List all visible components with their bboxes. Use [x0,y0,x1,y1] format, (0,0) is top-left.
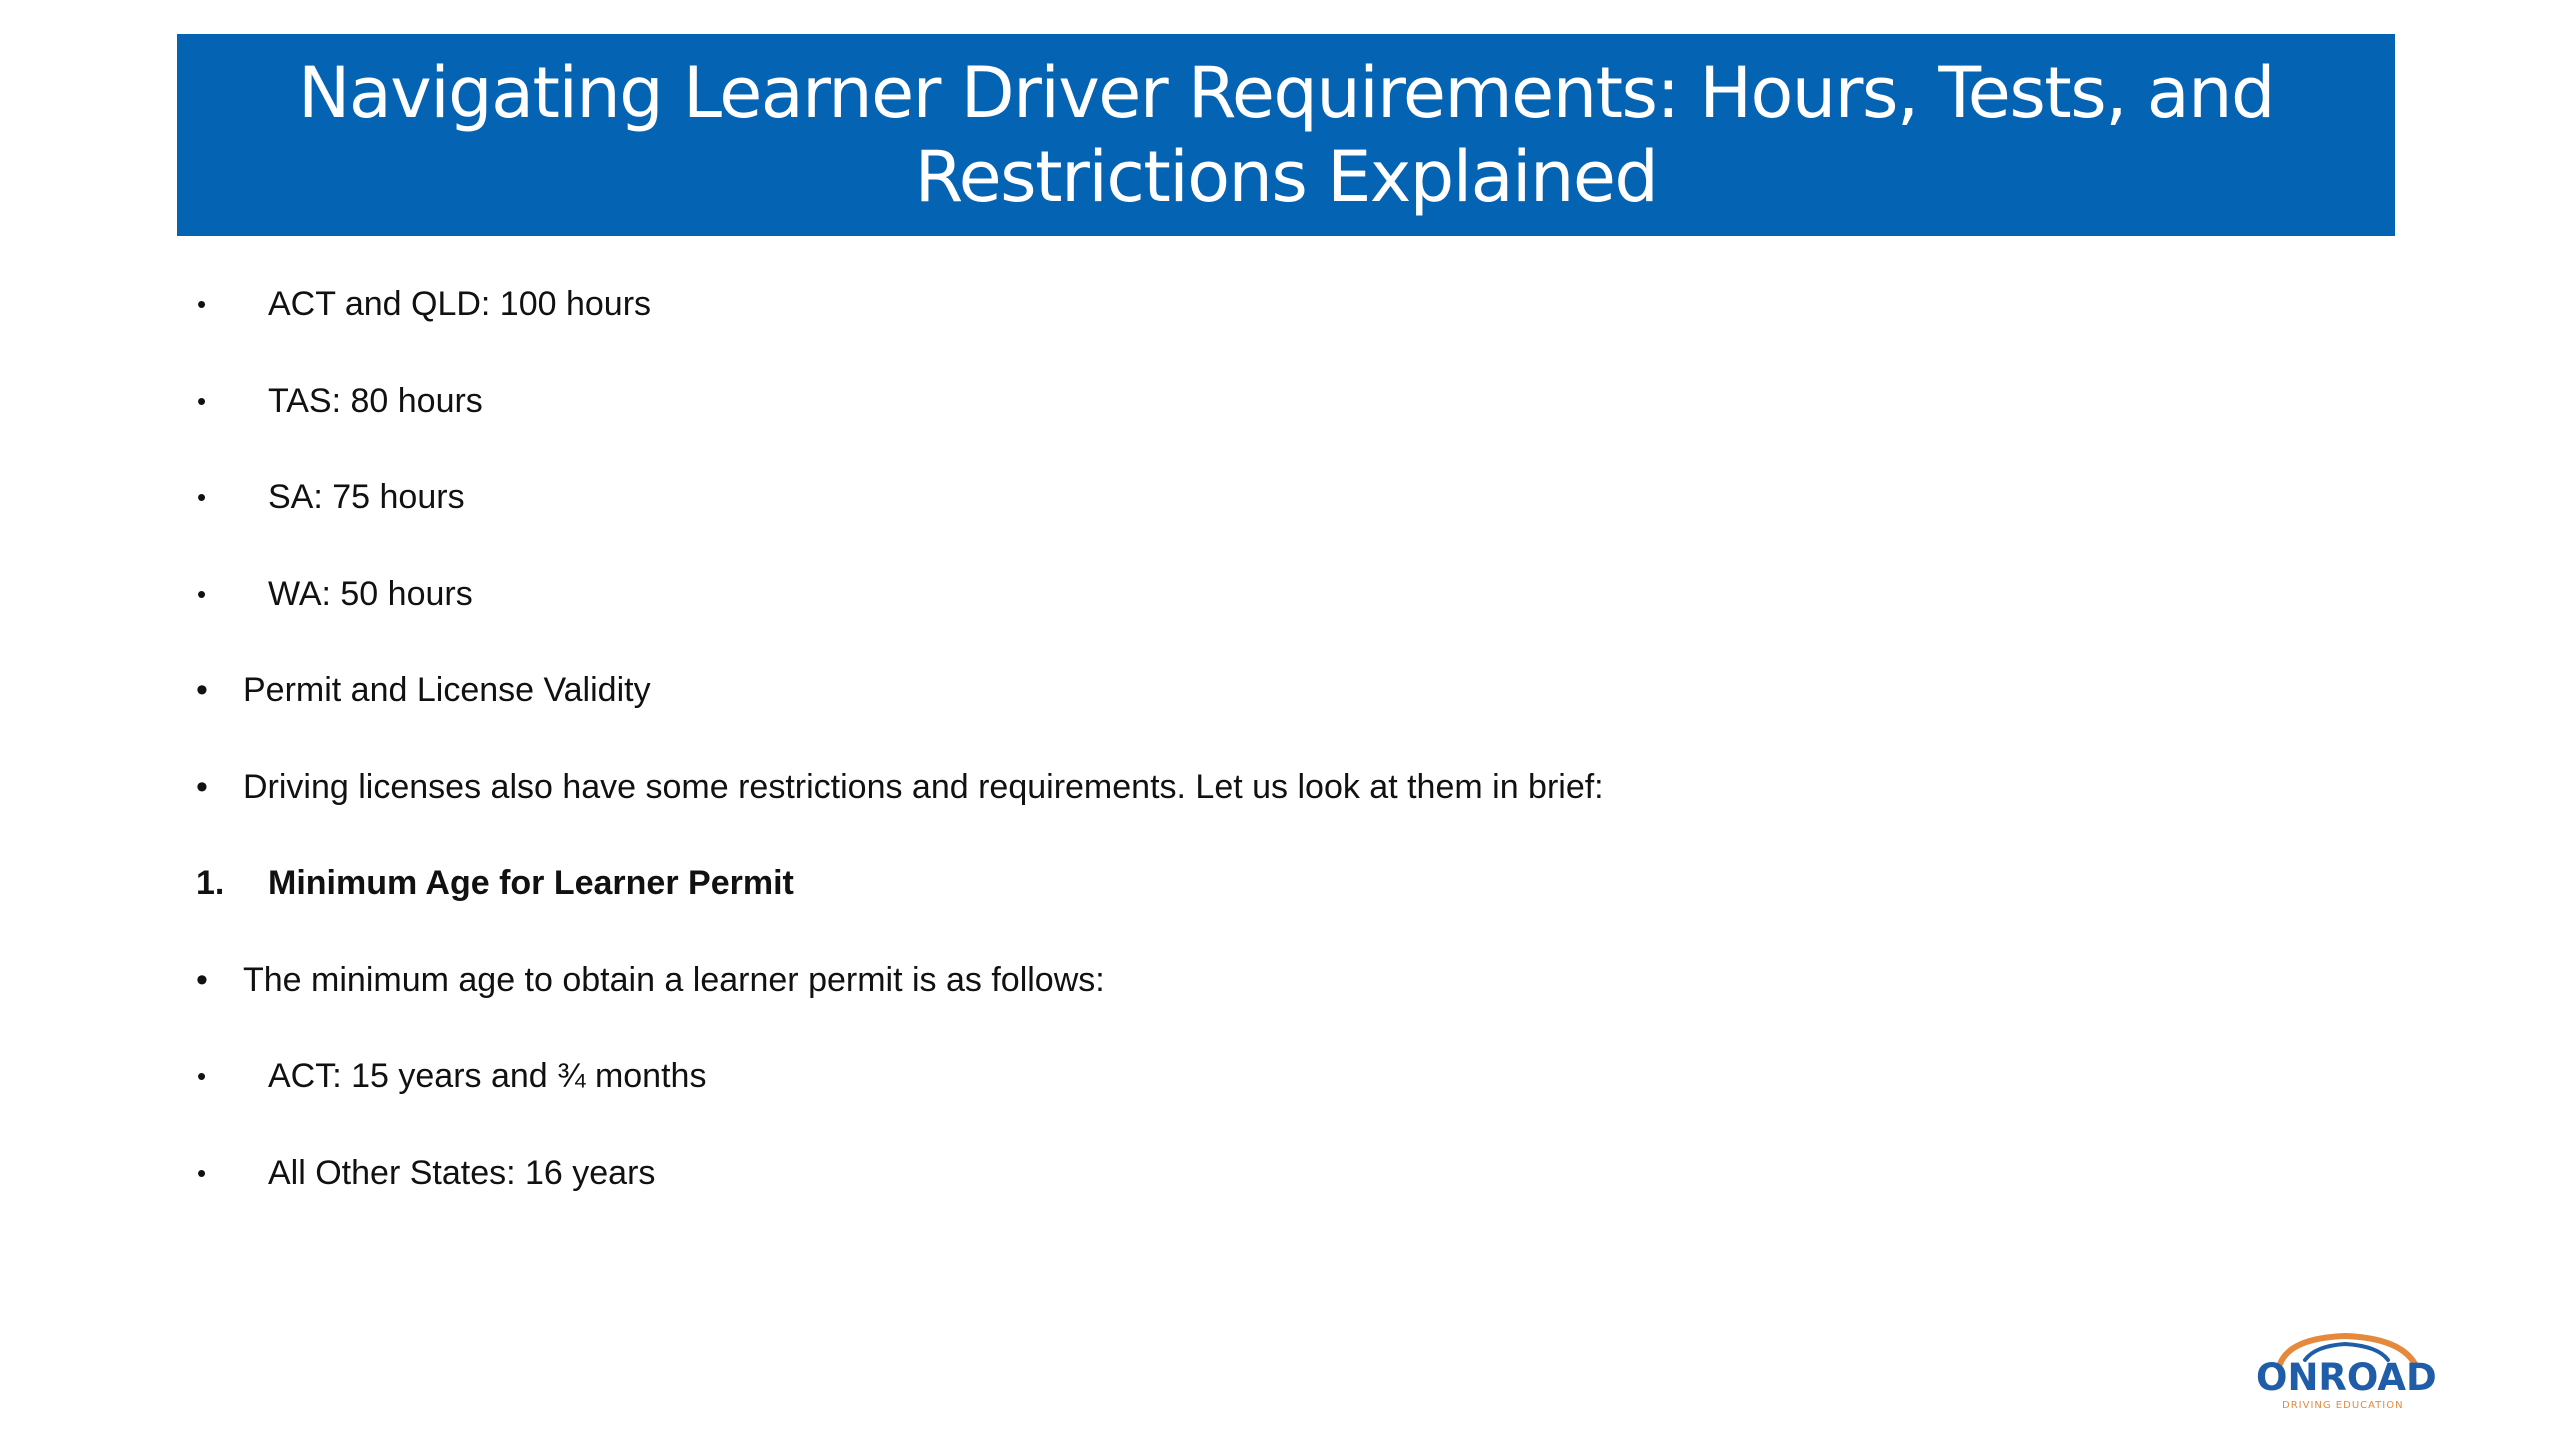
logo-tagline: DRIVING EDUCATION [2282,1400,2404,1411]
slide-title: Navigating Learner Driver Requirements: Hours, Tests, and Restrictions Explained [298,52,2274,218]
list-item-text: All Other States: 16 years [268,1154,656,1192]
bullet-marker: • [197,386,207,416]
bullet-marker: • [197,482,207,512]
logo-wordmark: ONROAD [2256,1356,2437,1399]
bullet-marker: • [196,768,208,806]
list-item-text: ACT and QLD: 100 hours [268,285,652,323]
bullet-marker: • [197,289,207,319]
list-item-text: TAS: 80 hours [268,382,483,420]
list-item-text: SA: 75 hours [268,478,465,516]
list-item-text: Driving licenses also have some restrictions and requirements. Let us look at them in brief: [243,768,1604,806]
list-item-text: Permit and License Validity [243,671,651,709]
bullet-marker: • [196,961,208,999]
bullet-marker: • [197,579,207,609]
number-marker: 1. [196,864,225,902]
list-item-text: The minimum age to obtain a learner permit is as follows: [243,961,1105,999]
bullet-marker: • [197,1158,207,1188]
onroad-logo [2250,1330,2450,1420]
bullet-marker: • [197,1061,207,1091]
list-item-text: ACT: 15 years and ¾ months [268,1057,707,1095]
bullet-marker: • [196,671,208,709]
list-item-text: WA: 50 hours [268,575,473,613]
section-heading: Minimum Age for Learner Permit [268,864,794,902]
